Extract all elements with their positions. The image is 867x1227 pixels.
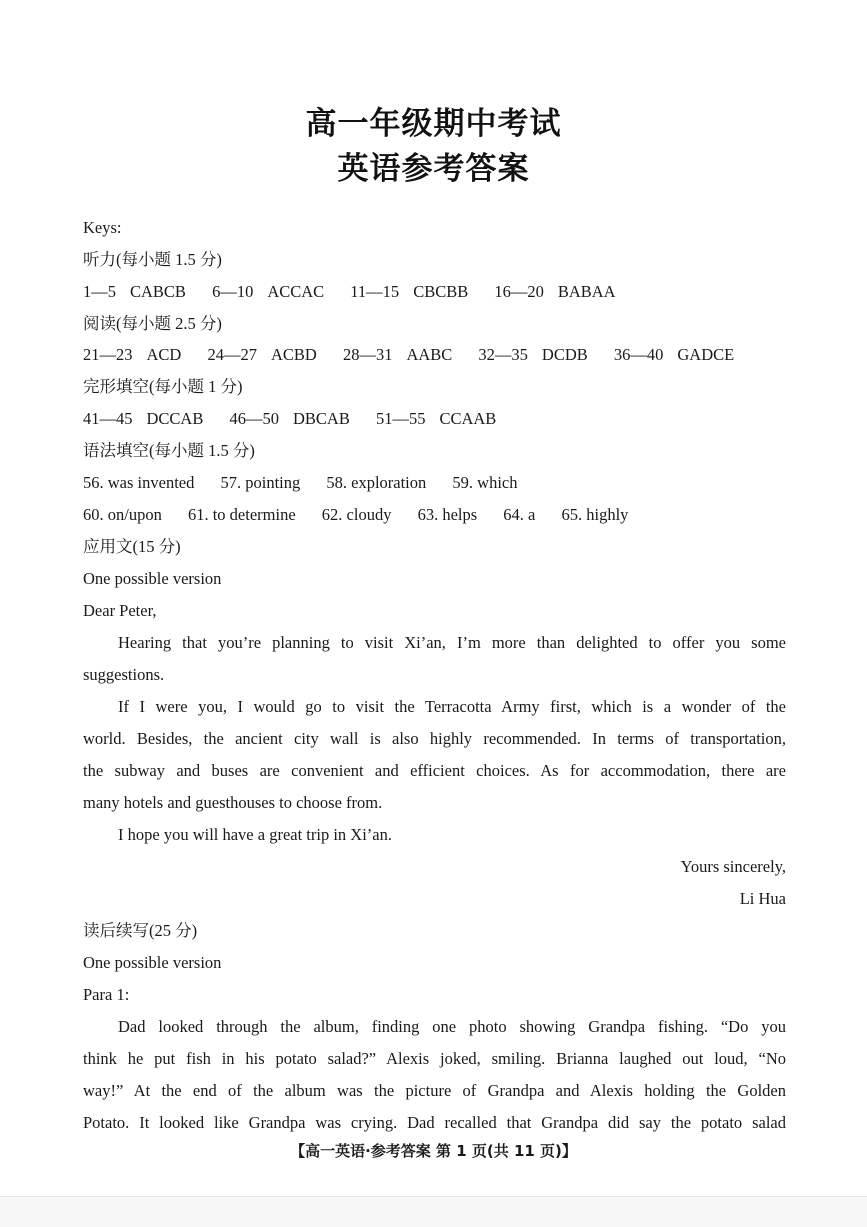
grammar-answer: 57. pointing <box>220 473 301 492</box>
story-line: way!” At the end of the album was the picture of Grandpa and Alexis holding the Golden <box>83 1081 786 1100</box>
bottom-margin-band <box>0 1196 867 1227</box>
letter-signature: Li Hua <box>739 889 786 908</box>
reading-answers <box>83 345 734 365</box>
answer-range: 41—45 <box>83 409 133 428</box>
story-line: Dad looked through the album, finding one photo showing Grandpa fishing. “Do you <box>118 1017 786 1036</box>
letter-greeting: Dear Peter, <box>83 601 157 620</box>
answer-letters: BABAA <box>557 282 616 301</box>
story-line: Potato. It looked like Grandpa was crying. Dad recalled that Grandpa did say the potato salad <box>83 1113 786 1132</box>
grammar-answers-row1 <box>83 473 517 493</box>
letter-line: world. Besides, the ancient city wall is also highly recommended. In terms of transportation, <box>83 729 786 748</box>
grammar-answer: 61. to determine <box>187 505 296 524</box>
letter-line: the subway and buses are convenient and efficient choices. As for accommodation, there are <box>83 761 786 780</box>
continuation-writing-heading: 读后续写(25 分) <box>83 921 198 940</box>
answer-range: 24—27 <box>207 345 257 364</box>
reading-heading: 阅读(每小题 2.5 分) <box>83 314 222 333</box>
grammar-answer: 59. which <box>452 473 518 492</box>
answer-range: 46—50 <box>229 409 279 428</box>
grammar-answer: 64. a <box>503 505 536 524</box>
grammar-answer: 62. cloudy <box>321 505 392 524</box>
continuation-writing-version: One possible version <box>83 953 222 972</box>
page-subtitle: 英语参考答案 <box>337 151 530 187</box>
para-label: Para 1: <box>83 985 130 1004</box>
story-line: think he put fish in his potato salad?” Alexis joked, smiling. Brianna laughed out loud, “No <box>83 1049 786 1068</box>
letter-line: suggestions. <box>83 665 165 684</box>
letter-line: I hope you will have a great trip in Xi’an. <box>118 825 392 844</box>
answer-range: 11—15 <box>350 282 400 301</box>
listening-heading: 听力(每小题 1.5 分) <box>83 250 222 269</box>
letter-line: many hotels and guesthouses to choose from. <box>83 793 383 812</box>
grammar-answer: 65. highly <box>561 505 629 524</box>
practical-writing-version: One possible version <box>83 569 222 588</box>
answer-letters: GADCE <box>677 345 735 364</box>
answer-letters: DCCAB <box>146 409 204 428</box>
grammar-heading: 语法填空(每小题 1.5 分) <box>83 441 255 460</box>
letter-line: Hearing that you’re planning to visit Xi’an, I’m more than delighted to offer you some <box>118 633 786 652</box>
practical-writing-heading: 应用文(15 分) <box>83 537 181 556</box>
grammar-answer: 56. was invented <box>83 473 195 492</box>
answer-range: 32—35 <box>478 345 528 364</box>
answer-range: 16—20 <box>494 282 544 301</box>
answer-range: 1—5 <box>83 282 116 301</box>
grammar-answer: 60. on/upon <box>83 505 162 524</box>
answer-range: 28—31 <box>342 345 393 364</box>
page-footer: 【高一英语·参考答案 第 1 页(共 11 页)】 <box>290 1142 577 1160</box>
answer-letters: CBCBB <box>413 282 469 301</box>
grammar-answer: 58. exploration <box>326 473 427 492</box>
answer-letters: CCAAB <box>439 409 497 428</box>
answer-letters: DBCAB <box>292 409 350 428</box>
answer-range: 36—40 <box>613 345 664 364</box>
answer-letters: DCDB <box>541 345 588 364</box>
letter-line: If I were you, I would go to visit the Terracotta Army first, which is a wonder of the <box>118 697 786 716</box>
grammar-answers-row2 <box>83 505 628 525</box>
answer-letters: ACD <box>146 345 182 364</box>
answer-range: 21—23 <box>83 345 133 364</box>
answer-letters: ACBD <box>270 345 317 364</box>
cloze-heading: 完形填空(每小题 1 分) <box>83 377 243 396</box>
answer-letters: AABC <box>406 345 453 364</box>
grammar-answer: 63. helps <box>417 505 478 524</box>
answer-letters: CABCB <box>130 282 186 301</box>
answer-range: 51—55 <box>375 409 426 428</box>
answer-letters: ACCAC <box>267 282 325 301</box>
listening-answers <box>83 282 616 302</box>
page-title: 高一年级期中考试 <box>305 106 562 142</box>
answer-range: 6—10 <box>212 282 254 301</box>
keys-label: Keys: <box>83 218 122 237</box>
letter-closing: Yours sincerely, <box>680 857 786 876</box>
cloze-answers <box>83 409 496 429</box>
